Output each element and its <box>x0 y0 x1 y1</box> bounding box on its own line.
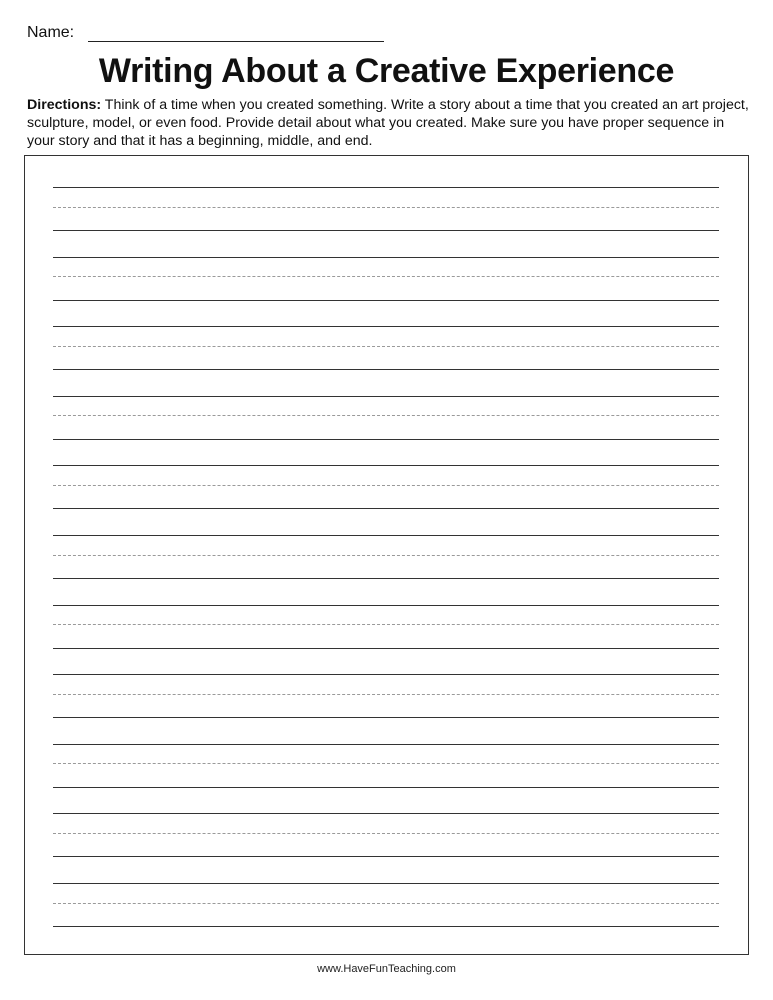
writing-line-midline <box>53 694 719 695</box>
directions <box>27 96 753 150</box>
writing-line-midline <box>53 833 719 834</box>
writing-line-baseline <box>53 856 719 857</box>
writing-line-top <box>53 396 719 397</box>
writing-area[interactable] <box>24 155 749 955</box>
writing-line-baseline <box>53 648 719 649</box>
directions-text: Think of a time when you created something. Write a story about a time that you created an art project, sculpture, model, or even food. Provide detail about what you created. Make sure you have proper sequence in your story and that it has a beginning, middle, and end. <box>27 97 749 149</box>
writing-line-midline <box>53 903 719 904</box>
writing-line-midline <box>53 624 719 625</box>
writing-line-top <box>53 257 719 258</box>
worksheet-title: Writing About a Creative Experience <box>98 52 675 90</box>
writing-line-baseline <box>53 300 719 301</box>
writing-line-baseline <box>53 717 719 718</box>
writing-line-top <box>53 744 719 745</box>
writing-line-baseline <box>53 508 719 509</box>
writing-line-baseline <box>53 787 719 788</box>
writing-line-top <box>53 605 719 606</box>
writing-line-midline <box>53 763 719 764</box>
writing-line-midline <box>53 485 719 486</box>
writing-line-baseline <box>53 926 719 927</box>
writing-line-midline <box>53 346 719 347</box>
writing-line-midline <box>53 555 719 556</box>
writing-line-top <box>53 883 719 884</box>
writing-line-baseline <box>53 230 719 231</box>
writing-line-top <box>53 326 719 327</box>
writing-line-baseline <box>53 439 719 440</box>
name-field[interactable] <box>88 25 384 42</box>
writing-line-top <box>53 187 719 188</box>
directions-label: Directions: <box>27 97 102 113</box>
footer-website: www.HaveFunTeaching.com <box>317 963 456 975</box>
writing-line-top <box>53 465 719 466</box>
writing-line-baseline <box>53 369 719 370</box>
writing-line-top <box>53 674 719 675</box>
writing-line-top <box>53 813 719 814</box>
writing-line-midline <box>53 207 719 208</box>
writing-line-midline <box>53 415 719 416</box>
writing-line-top <box>53 535 719 536</box>
name-label: Name: <box>27 24 75 41</box>
name-row <box>27 22 407 42</box>
writing-line-baseline <box>53 578 719 579</box>
writing-line-midline <box>53 276 719 277</box>
